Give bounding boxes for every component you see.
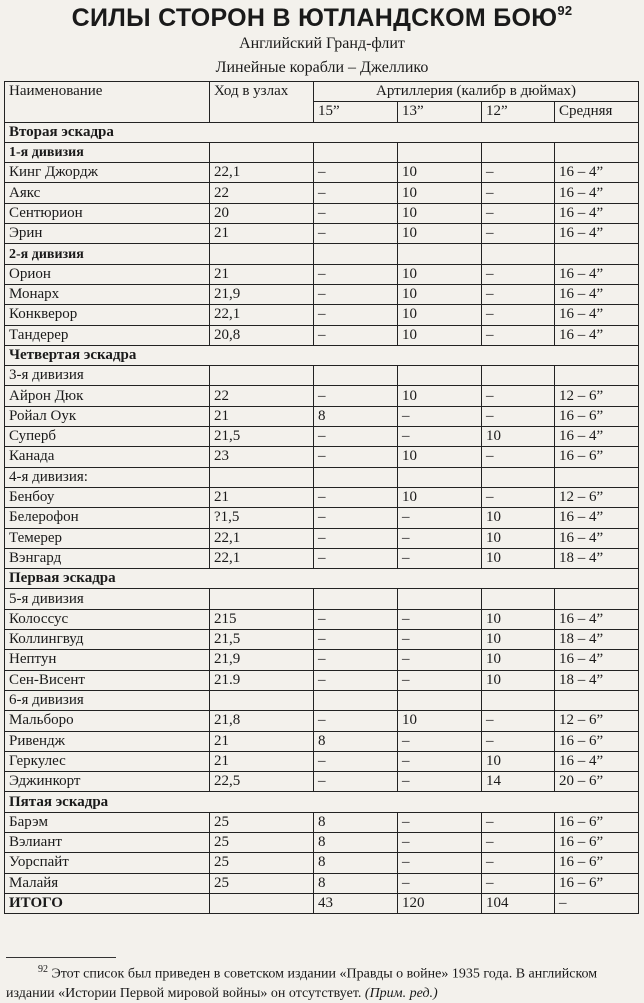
guns-15: – xyxy=(314,203,398,223)
table-row xyxy=(5,548,639,568)
table-row xyxy=(5,325,639,345)
ship-name: Сен-Висент xyxy=(5,670,210,690)
guns-medium: 16 – 4” xyxy=(555,508,639,528)
guns-medium: 16 – 4” xyxy=(555,224,639,244)
empty-cell xyxy=(210,142,314,162)
footnote-editor-note: (Прим. ред.) xyxy=(364,985,438,1001)
guns-15: 8 xyxy=(314,406,398,426)
ship-name: Колоссус xyxy=(5,609,210,629)
guns-15: – xyxy=(314,772,398,792)
ship-speed: 21,5 xyxy=(210,630,314,650)
guns-13: – xyxy=(398,650,482,670)
ship-speed: 21 xyxy=(210,487,314,507)
guns-12: – xyxy=(482,264,555,284)
table-row xyxy=(5,406,639,426)
division-label: 3-я дивизия xyxy=(5,366,210,386)
guns-12: – xyxy=(482,284,555,304)
empty-cell xyxy=(482,690,555,710)
section-label: Четвертая эскадра xyxy=(5,345,639,365)
header-artillery: Артиллерия (калибр в дюймах) xyxy=(314,82,639,102)
guns-medium: 18 – 4” xyxy=(555,548,639,568)
ship-speed: 21,9 xyxy=(210,650,314,670)
header-speed: Ход в узлах xyxy=(210,82,314,123)
guns-13: – xyxy=(398,406,482,426)
guns-13: – xyxy=(398,772,482,792)
ship-name: Уорспайт xyxy=(5,853,210,873)
ship-name: Вэлиант xyxy=(5,832,210,852)
guns-medium: 16 – 6” xyxy=(555,832,639,852)
guns-15: – xyxy=(314,284,398,304)
ship-speed: 22 xyxy=(210,183,314,203)
guns-15: 8 xyxy=(314,731,398,751)
guns-15: – xyxy=(314,650,398,670)
ship-speed: 22,1 xyxy=(210,163,314,183)
division-label: 1-я дивизия xyxy=(5,142,210,162)
ship-speed: 21 xyxy=(210,751,314,771)
header-cal13: 13” xyxy=(398,102,482,122)
ship-name: Малайя xyxy=(5,873,210,893)
ship-speed: 22,1 xyxy=(210,528,314,548)
fleet-table-body xyxy=(5,122,639,914)
table-row xyxy=(5,670,639,690)
guns-12: 10 xyxy=(482,427,555,447)
ship-name: Нептун xyxy=(5,650,210,670)
guns-12: 10 xyxy=(482,609,555,629)
guns-13: 10 xyxy=(398,325,482,345)
guns-13: – xyxy=(398,630,482,650)
empty-cell xyxy=(314,142,398,162)
guns-medium: 16 – 6” xyxy=(555,873,639,893)
total-13: 120 xyxy=(398,893,482,913)
guns-medium: 16 – 6” xyxy=(555,812,639,832)
empty-cell xyxy=(398,366,482,386)
empty-cell xyxy=(555,589,639,609)
guns-15: – xyxy=(314,427,398,447)
section-label: Пятая эскадра xyxy=(5,792,639,812)
guns-medium: 16 – 4” xyxy=(555,163,639,183)
division-label: 2-я дивизия xyxy=(5,244,210,264)
table-row xyxy=(5,447,639,467)
guns-medium: 16 – 4” xyxy=(555,528,639,548)
guns-15: 8 xyxy=(314,812,398,832)
ship-speed: 21 xyxy=(210,731,314,751)
division-row xyxy=(5,142,639,162)
guns-12: – xyxy=(482,406,555,426)
guns-13: 10 xyxy=(398,203,482,223)
ship-name: Вэнгард xyxy=(5,548,210,568)
guns-12: – xyxy=(482,386,555,406)
empty-cell xyxy=(210,467,314,487)
ship-speed: 21,5 xyxy=(210,427,314,447)
empty-cell xyxy=(482,244,555,264)
ship-name: Ройал Оук xyxy=(5,406,210,426)
section-row xyxy=(5,122,639,142)
table-row xyxy=(5,163,639,183)
empty-cell xyxy=(482,366,555,386)
guns-13: 10 xyxy=(398,305,482,325)
empty-cell xyxy=(398,142,482,162)
guns-medium: 16 – 4” xyxy=(555,305,639,325)
guns-15: 8 xyxy=(314,853,398,873)
guns-15: – xyxy=(314,711,398,731)
guns-15: – xyxy=(314,630,398,650)
guns-13: – xyxy=(398,751,482,771)
guns-12: – xyxy=(482,812,555,832)
ship-name: Суперб xyxy=(5,427,210,447)
empty-cell xyxy=(210,244,314,264)
guns-15: – xyxy=(314,528,398,548)
guns-12: 10 xyxy=(482,548,555,568)
section-row xyxy=(5,792,639,812)
table-row xyxy=(5,203,639,223)
guns-15: – xyxy=(314,670,398,690)
guns-12: 10 xyxy=(482,650,555,670)
guns-12: 10 xyxy=(482,630,555,650)
guns-15: – xyxy=(314,264,398,284)
ship-name: Темерер xyxy=(5,528,210,548)
empty-cell xyxy=(398,467,482,487)
section-row xyxy=(5,569,639,589)
guns-12: – xyxy=(482,305,555,325)
ship-speed: 20,8 xyxy=(210,325,314,345)
guns-12: – xyxy=(482,447,555,467)
empty-cell xyxy=(482,142,555,162)
section-label: Первая эскадра xyxy=(5,569,639,589)
empty-cell xyxy=(482,467,555,487)
guns-15: – xyxy=(314,751,398,771)
table-row xyxy=(5,284,639,304)
guns-15: – xyxy=(314,325,398,345)
header-row xyxy=(5,82,639,102)
guns-12: – xyxy=(482,832,555,852)
ship-name: Эджинкорт xyxy=(5,772,210,792)
ship-name: Белерофон xyxy=(5,508,210,528)
guns-15: – xyxy=(314,163,398,183)
guns-13: – xyxy=(398,731,482,751)
ship-speed: 23 xyxy=(210,447,314,467)
fleet-table xyxy=(4,81,639,914)
guns-12: 10 xyxy=(482,670,555,690)
empty-cell xyxy=(314,244,398,264)
empty-cell xyxy=(314,589,398,609)
empty-cell xyxy=(555,467,639,487)
empty-cell xyxy=(555,366,639,386)
total-medium: – xyxy=(555,893,639,913)
table-row xyxy=(5,609,639,629)
ship-name: Геркулес xyxy=(5,751,210,771)
guns-medium: 16 – 4” xyxy=(555,609,639,629)
guns-15: – xyxy=(314,548,398,568)
ship-speed: ?1,5 xyxy=(210,508,314,528)
division-row xyxy=(5,589,639,609)
empty-cell xyxy=(314,366,398,386)
header-medium: Средняя xyxy=(555,102,639,122)
guns-12: – xyxy=(482,163,555,183)
empty-cell xyxy=(210,690,314,710)
total-speed xyxy=(210,893,314,913)
ship-name: Коллингвуд xyxy=(5,630,210,650)
guns-medium: 16 – 6” xyxy=(555,447,639,467)
division-row xyxy=(5,366,639,386)
footnote-number: 92 xyxy=(38,964,48,975)
section-label: Вторая эскадра xyxy=(5,122,639,142)
table-row xyxy=(5,224,639,244)
guns-15: – xyxy=(314,183,398,203)
ship-speed: 21.9 xyxy=(210,670,314,690)
guns-medium: 16 – 4” xyxy=(555,264,639,284)
ship-speed: 21,8 xyxy=(210,711,314,731)
empty-cell xyxy=(398,690,482,710)
guns-medium: 12 – 6” xyxy=(555,487,639,507)
guns-medium: 16 – 4” xyxy=(555,650,639,670)
guns-15: 8 xyxy=(314,832,398,852)
empty-cell xyxy=(314,467,398,487)
guns-12: 10 xyxy=(482,528,555,548)
table-row xyxy=(5,711,639,731)
guns-15: – xyxy=(314,487,398,507)
ship-name: Аякс xyxy=(5,183,210,203)
guns-12: – xyxy=(482,203,555,223)
table-row xyxy=(5,427,639,447)
guns-medium: 16 – 4” xyxy=(555,284,639,304)
guns-medium: 16 – 4” xyxy=(555,325,639,345)
guns-12: – xyxy=(482,224,555,244)
ship-speed: 25 xyxy=(210,832,314,852)
guns-13: 10 xyxy=(398,711,482,731)
guns-medium: 20 – 6” xyxy=(555,772,639,792)
ship-speed: 25 xyxy=(210,873,314,893)
table-row xyxy=(5,386,639,406)
ship-name: Бенбоу xyxy=(5,487,210,507)
ship-speed: 20 xyxy=(210,203,314,223)
subtitle-fleet: Английский Гранд-флит xyxy=(239,35,405,52)
header-cal12: 12” xyxy=(482,102,555,122)
guns-13: – xyxy=(398,853,482,873)
division-label: 6-я дивизия xyxy=(5,690,210,710)
guns-12: 10 xyxy=(482,751,555,771)
guns-13: 10 xyxy=(398,487,482,507)
guns-12: – xyxy=(482,183,555,203)
guns-13: – xyxy=(398,528,482,548)
division-row xyxy=(5,467,639,487)
guns-13: – xyxy=(398,508,482,528)
guns-medium: 18 – 4” xyxy=(555,670,639,690)
division-row xyxy=(5,690,639,710)
ship-name: Монарх xyxy=(5,284,210,304)
guns-13: – xyxy=(398,873,482,893)
ship-name: Эрин xyxy=(5,224,210,244)
guns-13: 10 xyxy=(398,224,482,244)
division-row xyxy=(5,244,639,264)
table-row xyxy=(5,528,639,548)
division-label: 5-я дивизия xyxy=(5,589,210,609)
guns-13: 10 xyxy=(398,163,482,183)
ship-speed: 215 xyxy=(210,609,314,629)
empty-cell xyxy=(482,589,555,609)
table-row xyxy=(5,751,639,771)
table-row xyxy=(5,264,639,284)
guns-12: – xyxy=(482,325,555,345)
ship-speed: 25 xyxy=(210,853,314,873)
guns-medium: 18 – 4” xyxy=(555,630,639,650)
table-row xyxy=(5,832,639,852)
guns-13: – xyxy=(398,832,482,852)
empty-cell xyxy=(555,690,639,710)
table-row xyxy=(5,812,639,832)
subtitle-battleships: Линейные корабли – Джеллико xyxy=(215,59,429,76)
ship-speed: 21 xyxy=(210,224,314,244)
ship-name: Канада xyxy=(5,447,210,467)
ship-name: Орион xyxy=(5,264,210,284)
empty-cell xyxy=(210,589,314,609)
guns-12: – xyxy=(482,711,555,731)
table-row xyxy=(5,650,639,670)
guns-13: 10 xyxy=(398,447,482,467)
ship-name: Сентюрион xyxy=(5,203,210,223)
guns-15: 8 xyxy=(314,873,398,893)
empty-cell xyxy=(555,244,639,264)
ship-name: Барэм xyxy=(5,812,210,832)
table-row xyxy=(5,508,639,528)
section-row xyxy=(5,345,639,365)
guns-medium: 12 – 6” xyxy=(555,711,639,731)
ship-speed: 22,5 xyxy=(210,772,314,792)
guns-13: – xyxy=(398,609,482,629)
table-row xyxy=(5,853,639,873)
ship-speed: 21 xyxy=(210,406,314,426)
table-row xyxy=(5,731,639,751)
guns-13: – xyxy=(398,812,482,832)
guns-13: 10 xyxy=(398,183,482,203)
guns-12: – xyxy=(482,487,555,507)
header-cal15: 15” xyxy=(314,102,398,122)
guns-medium: 16 – 4” xyxy=(555,751,639,771)
total-row xyxy=(5,893,639,913)
title-footnote-ref: 92 xyxy=(557,2,573,18)
table-row xyxy=(5,630,639,650)
ship-speed: 22 xyxy=(210,386,314,406)
guns-13: – xyxy=(398,548,482,568)
guns-13: – xyxy=(398,670,482,690)
division-label: 4-я дивизия: xyxy=(5,467,210,487)
total-15: 43 xyxy=(314,893,398,913)
guns-15: – xyxy=(314,609,398,629)
footnote-text: Этот список был приведен в советском издании «Правды о войне» 1935 года. В английском издании «Истории Первой мировой войны» он отсутствует. xyxy=(6,966,598,1001)
ship-name: Тандерер xyxy=(5,325,210,345)
empty-cell xyxy=(398,589,482,609)
guns-13: – xyxy=(398,427,482,447)
ship-speed: 21 xyxy=(210,264,314,284)
ship-name: Конкверор xyxy=(5,305,210,325)
page-title: СИЛЫ СТОРОН В ЮТЛАНДСКОМ БОЮ$^{92}$ xyxy=(71,2,573,32)
ship-speed: 25 xyxy=(210,812,314,832)
guns-13: 10 xyxy=(398,264,482,284)
table-row xyxy=(5,772,639,792)
empty-cell xyxy=(555,142,639,162)
guns-15: – xyxy=(314,508,398,528)
table-row xyxy=(5,487,639,507)
guns-12: – xyxy=(482,853,555,873)
empty-cell xyxy=(398,244,482,264)
guns-15: – xyxy=(314,386,398,406)
table-row xyxy=(5,873,639,893)
guns-15: – xyxy=(314,447,398,467)
ship-speed: 21,9 xyxy=(210,284,314,304)
guns-medium: 16 – 4” xyxy=(555,183,639,203)
header-name: Наименование xyxy=(5,82,210,123)
guns-15: – xyxy=(314,224,398,244)
guns-13: 10 xyxy=(398,386,482,406)
total-label: ИТОГО xyxy=(5,893,210,913)
guns-medium: 16 – 6” xyxy=(555,406,639,426)
total-12: 104 xyxy=(482,893,555,913)
guns-12: – xyxy=(482,873,555,893)
empty-cell xyxy=(210,366,314,386)
guns-12: 14 xyxy=(482,772,555,792)
table-row xyxy=(5,305,639,325)
ship-name: Мальборо xyxy=(5,711,210,731)
table-row xyxy=(5,183,639,203)
ship-name: Айрон Дюк xyxy=(5,386,210,406)
guns-12: 10 xyxy=(482,508,555,528)
ship-speed: 22,1 xyxy=(210,305,314,325)
ship-name: Кинг Джордж xyxy=(5,163,210,183)
guns-13: 10 xyxy=(398,284,482,304)
guns-medium: 16 – 6” xyxy=(555,731,639,751)
empty-cell xyxy=(314,690,398,710)
guns-15: – xyxy=(314,305,398,325)
footnote xyxy=(6,960,636,1003)
ship-speed: 22,1 xyxy=(210,548,314,568)
guns-medium: 16 – 6” xyxy=(555,853,639,873)
guns-medium: 16 – 4” xyxy=(555,203,639,223)
guns-medium: 12 – 6” xyxy=(555,386,639,406)
ship-name: Ривендж xyxy=(5,731,210,751)
guns-12: – xyxy=(482,731,555,751)
footnote-divider xyxy=(6,957,116,958)
guns-medium: 16 – 4” xyxy=(555,427,639,447)
